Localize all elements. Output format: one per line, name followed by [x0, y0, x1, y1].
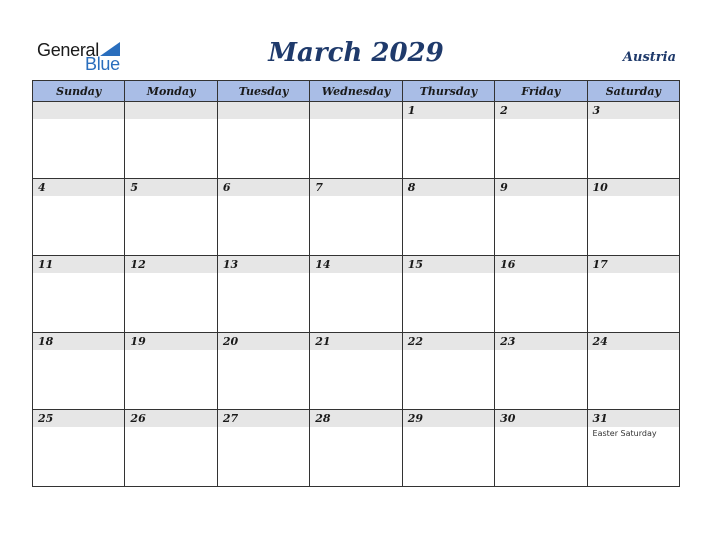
day-number: 22: [403, 333, 494, 350]
day-cell: [310, 179, 402, 256]
day-number: 23: [495, 333, 586, 350]
day-number: [218, 102, 309, 119]
day-cell: [495, 410, 587, 487]
day-number: 9: [495, 179, 586, 196]
day-cell: [310, 256, 402, 333]
day-number: 30: [495, 410, 586, 427]
day-number: 5: [125, 179, 216, 196]
day-number: 10: [588, 179, 679, 196]
day-cell: [310, 333, 402, 410]
day-number: [125, 102, 216, 119]
day-cell: [217, 256, 309, 333]
day-number: 1: [403, 102, 494, 119]
day-number: 28: [310, 410, 401, 427]
day-number: 21: [310, 333, 401, 350]
weekday-header: Wednesday: [310, 81, 402, 102]
week-row: [33, 256, 680, 333]
day-cell: [125, 410, 217, 487]
day-cell: [33, 179, 125, 256]
weekday-header: Tuesday: [217, 81, 309, 102]
day-number: 27: [218, 410, 309, 427]
day-cell: [125, 102, 217, 179]
day-cell: [587, 333, 679, 410]
calendar-title: March 2029: [268, 38, 444, 68]
day-number: 13: [218, 256, 309, 273]
day-cell: [310, 410, 402, 487]
day-cell: [402, 179, 494, 256]
day-number: [33, 102, 124, 119]
day-cell: [402, 256, 494, 333]
day-cell: [495, 333, 587, 410]
logo-word-general: General: [37, 40, 99, 60]
day-cell: [217, 333, 309, 410]
day-number: 14: [310, 256, 401, 273]
weekday-header: Monday: [125, 81, 217, 102]
day-number: 15: [403, 256, 494, 273]
day-number: 25: [33, 410, 124, 427]
day-cell: [495, 256, 587, 333]
day-number: 11: [33, 256, 124, 273]
day-cell: [587, 102, 679, 179]
calendar-grid: [32, 80, 680, 487]
day-number: 16: [495, 256, 586, 273]
weekday-header: Thursday: [402, 81, 494, 102]
weekday-header: Sunday: [33, 81, 125, 102]
week-row: [33, 102, 680, 179]
day-number: 7: [310, 179, 401, 196]
day-cell: [217, 102, 309, 179]
holiday-label: Easter Saturday: [592, 429, 657, 438]
day-number: 24: [588, 333, 679, 350]
day-number: 31: [588, 410, 679, 427]
day-cell: [402, 410, 494, 487]
day-number: 8: [403, 179, 494, 196]
logo-word-blue: Blue: [85, 54, 120, 74]
week-row: [33, 179, 680, 256]
week-row: [33, 410, 680, 487]
day-cell: [125, 256, 217, 333]
country-label: Austria: [622, 50, 676, 65]
day-number: 12: [125, 256, 216, 273]
day-cell: [33, 102, 125, 179]
day-cell: [125, 333, 217, 410]
day-cell: [33, 333, 125, 410]
day-number: 26: [125, 410, 216, 427]
day-number: 19: [125, 333, 216, 350]
weekday-header: Saturday: [587, 81, 679, 102]
day-number: 29: [403, 410, 494, 427]
weekday-header: Friday: [495, 81, 587, 102]
day-cell: [495, 179, 587, 256]
day-cell: [217, 410, 309, 487]
week-row: [33, 333, 680, 410]
day-cell: [310, 102, 402, 179]
day-cell: [402, 333, 494, 410]
day-cell: [402, 102, 494, 179]
day-number: 6: [218, 179, 309, 196]
day-number: [310, 102, 401, 119]
day-number: 3: [588, 102, 679, 119]
day-number: 2: [495, 102, 586, 119]
day-number: 20: [218, 333, 309, 350]
day-cell: [125, 179, 217, 256]
day-cell: [495, 102, 587, 179]
day-cell: [33, 256, 125, 333]
day-cell: [587, 179, 679, 256]
day-number: 18: [33, 333, 124, 350]
day-number: 4: [33, 179, 124, 196]
day-cell: [217, 179, 309, 256]
day-cell: [33, 410, 125, 487]
day-number: 17: [588, 256, 679, 273]
day-cell: [587, 410, 679, 487]
day-cell: [587, 256, 679, 333]
weekday-header-row: [33, 81, 680, 102]
